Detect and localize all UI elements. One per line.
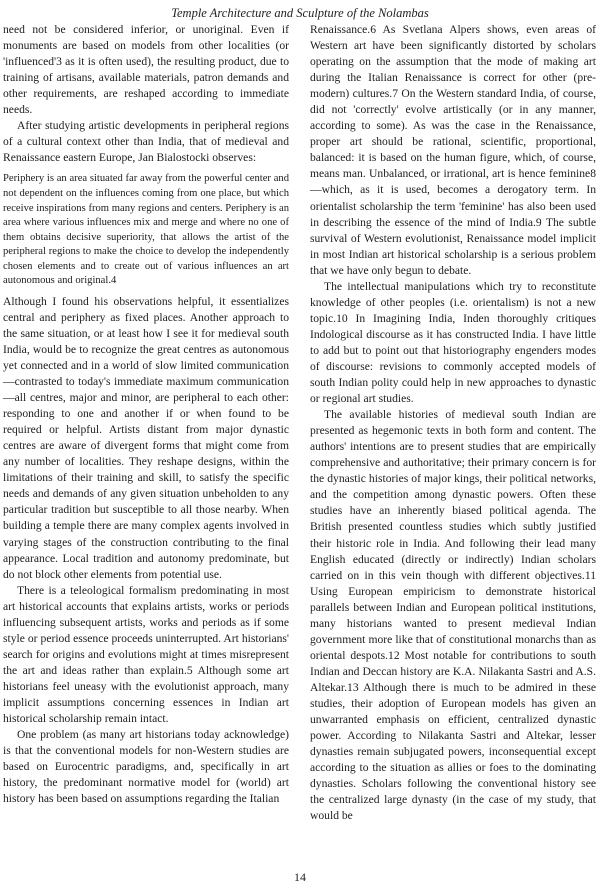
running-head: Temple Architecture and Sculpture of the Nolambas	[171, 6, 429, 20]
block-quote: Periphery is an area situated far away from the powerful center and not dependent on the influences coming from one place, but which receive inspirations from many regions and centers. Periphery is an area where various influences mix and merge and where no one of them obtains decisive superiority, that allows the artist of the peripheral regions to make the choice to develop the independently chosen elements and to create out of various influences an art autonomous and original.4	[3, 173, 289, 287]
page-number: 14	[294, 870, 306, 884]
right-column	[310, 22, 596, 824]
paragraph: The available histories of medieval south Indian are presented as hegemonic texts in both form and content. The authors' intentions are to present studies that are empirically comprehensive and authoritative; their primary concern is for the dynastic histories of major kings, their political networks, and the competition among dynastic powers. Often these studies have an inherently biased political agenda. The British presented countless studies which subtly justified their historic role in India. And following their lead many English educated (directly or indirectly) Indian scholars carried on in this vein though with different objectives.11 Using European empiricism to demonstrate historical parallels between Indian and European political institutions, many historians wanted to present medieval Indian government more like that of constitutional monarchs than as oriental despots.12 Most notable for contributions to south Indian and Deccan history are K.A. Nilakanta Sastri and A.S. Altekar.13 Although there is much to be admired in these studies, their adoption of European models has given an unwarranted emphasis on efficient, centralized dynastic power. According to Nilakanta Sastri and Altekar, lesser dynasties remain subjugated powers, inconsequential except according to the situation as allies or foes to the dominating dynasties. Scholars following the conventional history see the centralized large dynasty (in the case of my study, that would be	[310, 408, 596, 823]
left-column	[3, 22, 289, 807]
paragraph: One problem (as many art historians today acknowledge) is that the conventional models for non-Western studies are based on Eurocentric paradigms, and, specifically in art history, the predominant normative model for (world) art history has been based on assumptions regarding the Italian	[3, 728, 289, 806]
paragraph: The intellectual manipulations which try to reconstitute knowledge of other peoples (i.e. orientalism) is not a new topic.10 In Imagining India, Inden thoroughly critiques Indological discourse as it has constructed India. I have little to add but to point out that historiography engenders modes of discourse: revisions to commonly accepted models of south Indian polity could help in new approaches to dynastic or regional art studies.	[310, 279, 596, 406]
paragraph: After studying artistic developments in peripheral regions of a cultural context other than India, that of medieval and Renaissance eastern Europe, Jan Bialostocki observes:	[3, 119, 289, 165]
paragraph: need not be considered inferior, or unoriginal. Even if monuments are based on models from other localities (or 'influenced'3 as it is often used), the resulting product, due to training of artisans, available materials, patron demands and other requirements, are reshaped according to immediate needs.	[3, 23, 289, 117]
paragraph: There is a teleological formalism predominating in most art historical accounts that explains artists, works or periods influencing subsequent artists, works and periods as if some style or period essence proceeds uninterrupted. Art historians' search for origins and evolutions might at times misrepresent the art and ideas rather than explain.5 Although some art historians feel uneasy with the evolutionist approach, many implicit assumptions concerning essences in Indian art historical scholarship remain intact.	[3, 583, 289, 726]
paragraph: Although I found his observations helpful, it essentializes central and periphery as fixed places. Another approach to the same situation, or at least how I see it for medieval south India, would be to recognize the great centres as autonomous yet connected and in a world of slow limited communication—contrasted to today's immediate maximum communication—all centres, major and minor, are peripheral to each other: responding to one and another if or when found to be required or helpful. Artists distant from major dynastic centres are aware of divergent forms that might come from any number of localities. They reshape designs, within the limitations of their training and skill, to satisfy the specific needs and demands of any given situation unbeholden to any particular tradition but susceptible to all those nearby. When building a temple there are many complex agents involved in varying stages of the construction contributing to the final appearance. Local tradition and autonomy predominate, but do not block other elements from potential use.	[3, 294, 289, 581]
paragraph: Renaissance.6 As Svetlana Alpers shows, even areas of Western art have been significantly distorted by scholars operating on the assumption that the mode of making art during the Italian Renaissance is correct for other (pre-modern) cultures.7 On the Western standard India, of course, did not 'correctly' evolve artistically (or in any manner, according to some). As was the case in the Renaissance, proper art should be rational, scientific, proportional, balanced: it is based on the human figure, which, of course, means man. Unbalanced, or irrational, art is hence feminine8—which, as it is used, becomes a derogatory term. In orientalist scholarship the term 'feminine' has also been used in describing the essence of the mind of India.9 The subtle survival of Western evolutionist, Renaissance model implicit in most Indian art historical scholarship is a serious problem that we have only begun to debate.	[310, 23, 596, 277]
